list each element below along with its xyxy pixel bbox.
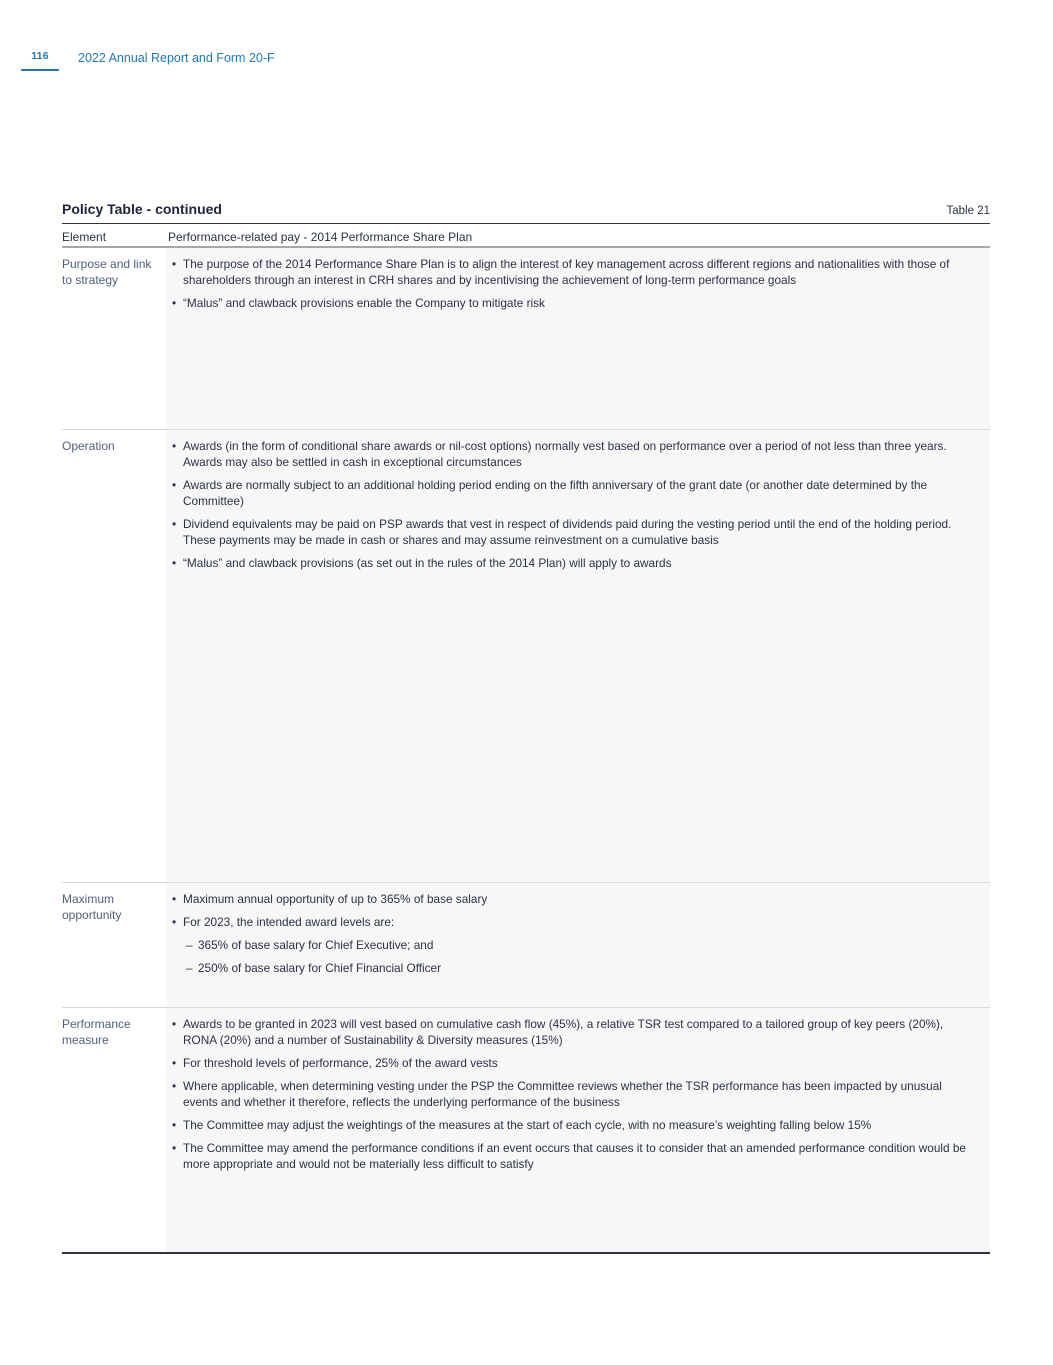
bullet-item: • The purpose of the 2014 Performance Share Plan is to align the interest of key management across different regions and nationalities with those of shareholders through an interest in CRH shares and by incentivising the achievement of long-term performance goals — [172, 256, 972, 288]
bullet-item: • Awards are normally subject to an additional holding period ending on the fifth anniversary of the grant date (or another date determined by the Committee) — [172, 477, 972, 509]
column-header-element: Element — [62, 230, 107, 244]
table-header-row — [62, 224, 990, 248]
bullet-list — [172, 1016, 972, 1172]
table-title-row — [62, 201, 990, 224]
bullet-item: • Awards (in the form of conditional share awards or nil-cost options) normally vest based on performance over a period of not less than three years. Awards may also be settled in cash in exceptional circumstances — [172, 438, 972, 470]
table-row-purpose — [62, 248, 990, 429]
bullet-list — [172, 891, 972, 976]
bullet-item: • “Malus” and clawback provisions enable the Company to mitigate risk — [172, 295, 972, 311]
row-label: Performance measure — [62, 1017, 131, 1047]
bullet-item: • “Malus” and clawback provisions (as set out in the rules of the 2014 Plan) will apply to awards — [172, 555, 972, 571]
table-title: Policy Table - continued — [62, 201, 222, 217]
row-label: Purpose and link to strategy — [62, 257, 152, 287]
bullet-item: • The Committee may adjust the weightings of the measures at the start of each cycle, with no measure’s weighting falling below 15% — [172, 1117, 972, 1133]
bullet-item: • Where applicable, when determining vesting under the PSP the Committee reviews whether the TSR performance has been impacted by unusual events and whether it therefore, reflects the underlying performance of the business — [172, 1078, 972, 1110]
bullet-list — [172, 256, 972, 311]
bullet-list — [172, 438, 972, 571]
row-content — [166, 883, 990, 1007]
row-content — [166, 430, 990, 882]
dash-item: – 365% of base salary for Chief Executive; and — [172, 937, 972, 953]
page-header — [21, 50, 275, 71]
bullet-item: • For threshold levels of performance, 25% of the award vests — [172, 1055, 972, 1071]
table-row-operation — [62, 429, 990, 882]
report-title: 2022 Annual Report and Form 20-F — [78, 50, 275, 65]
bullet-item: • Awards to be granted in 2023 will vest based on cumulative cash flow (45%), a relative TSR test compared to a tailored group of key peers (20%), RONA (20%) and a number of Sustainability & Diversity measures (15%) — [172, 1016, 972, 1048]
bullet-item: • For 2023, the intended award levels are: — [172, 914, 972, 930]
row-label: Operation — [62, 439, 115, 453]
table-row-maximum-opportunity — [62, 882, 990, 1007]
bullet-item: • Maximum annual opportunity of up to 365% of base salary — [172, 891, 972, 907]
table-ref: Table 21 — [946, 205, 990, 217]
policy-table — [62, 201, 990, 1254]
bullet-item: • Dividend equivalents may be paid on PSP awards that vest in respect of dividends paid during the vesting period until the end of the holding period. These payments may be made in cash or shares and may assume reinvestment on a cumulative basis — [172, 516, 972, 548]
table-row-performance-measure — [62, 1007, 990, 1252]
row-label: Maximum opportunity — [62, 892, 122, 922]
page-number: 116 — [21, 50, 59, 71]
dash-item: – 250% of base salary for Chief Financial Officer — [172, 960, 972, 976]
column-header-detail: Performance-related pay - 2014 Performance Share Plan — [168, 230, 473, 244]
bullet-item: • The Committee may amend the performance conditions if an event occurs that causes it to consider that an amended performance condition would be more appropriate and would not be materially less difficult to satisfy — [172, 1140, 972, 1172]
row-content — [166, 248, 990, 429]
row-content — [166, 1008, 990, 1252]
